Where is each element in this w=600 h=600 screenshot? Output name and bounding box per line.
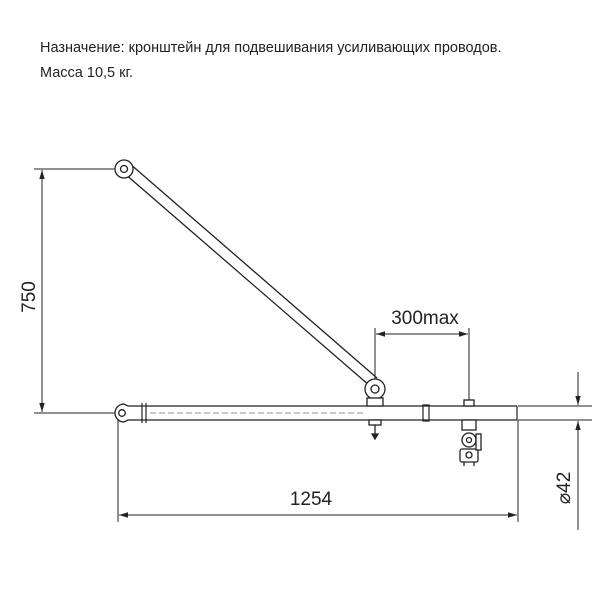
suspension-top-block (464, 400, 474, 406)
suspension-collar (462, 420, 476, 430)
brace-clamp (365, 379, 385, 439)
travel-dimension (375, 328, 469, 402)
clamp-eye-hole (371, 385, 379, 393)
length-label: 1254 (289, 489, 333, 510)
suspension-clip-hole (466, 452, 472, 458)
main-tube (128, 403, 517, 423)
purpose-text: Назначение: кронштейн для подвешивания усиливающих проводов. (40, 40, 502, 56)
clamp-bolt-tip (372, 434, 378, 439)
diameter-label: ⌀42 (554, 471, 575, 505)
suspension-bolt-head (476, 434, 481, 450)
height-dimension (34, 169, 118, 413)
suspension-shackle-hole (467, 438, 472, 443)
suspension-clamp (460, 400, 481, 466)
clamp-lower-block (369, 420, 381, 425)
tube-pivot-eye (115, 404, 128, 422)
mass-text: Масса 10,5 кг. (40, 65, 134, 81)
tube-sleeve-joint (423, 405, 429, 421)
clamp-body (367, 398, 383, 406)
height-label: 750 (19, 281, 40, 313)
brace-eye-hole (121, 166, 128, 173)
brace-edge-lower (124, 173, 370, 386)
brace-edge-upper (129, 163, 377, 378)
travel-label: 300max (391, 308, 459, 329)
diameter-dimension (518, 372, 592, 530)
brace-top-eye (115, 160, 133, 178)
tube-eye-hole (119, 410, 126, 417)
diagonal-brace (124, 163, 377, 386)
